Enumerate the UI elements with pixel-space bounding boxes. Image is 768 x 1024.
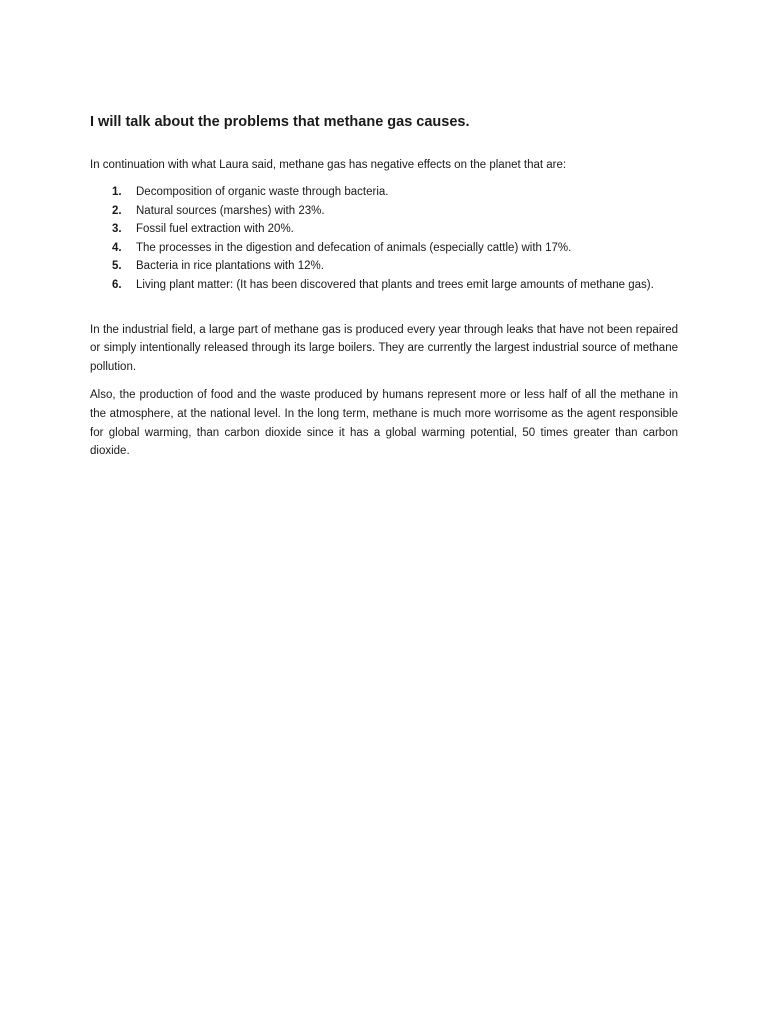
industrial-paragraph: In the industrial field, a large part of methane gas is produced every year through leaks that have not been repaired or simply intentionally released through its large boilers. They are currently the largest industrial source of methane pollution. xyxy=(90,323,678,373)
list-item-text: The processes in the digestion and defecation of animals (especially cattle) with 17%. xyxy=(136,241,572,254)
list-item-number: 4. xyxy=(112,241,122,254)
list-item-number: 1. xyxy=(112,186,122,198)
list-item-text: Fossil fuel extraction with 20%. xyxy=(136,223,294,236)
list-item xyxy=(90,276,678,295)
document-heading: I will talk about the problems that methane gas causes. xyxy=(90,114,470,130)
list-item xyxy=(90,183,678,202)
document-body xyxy=(90,114,678,471)
list-item xyxy=(90,220,678,239)
list-item-text: Decomposition of organic waste through bacteria. xyxy=(136,186,389,198)
list-item xyxy=(90,239,678,258)
list-item xyxy=(90,202,678,221)
list-item-number: 6. xyxy=(112,278,122,291)
list-item-number: 2. xyxy=(112,204,122,217)
list-item-number: 5. xyxy=(112,260,122,273)
list-item xyxy=(90,257,678,276)
list-item-text: Living plant matter: (It has been discovered that plants and trees emit large amounts of methane gas). xyxy=(136,278,654,291)
list-item-text: Natural sources (marshes) with 23%. xyxy=(136,204,325,217)
intro-paragraph: In continuation with what Laura said, methane gas has negative effects on the planet that are: xyxy=(90,159,567,171)
list-item-number: 3. xyxy=(112,223,122,236)
methane-causes-list xyxy=(90,183,678,295)
food-waste-paragraph: Also, the production of food and the waste produced by humans represent more or less half of all the methane in the atmosphere, at the national level. In the long term, methane is much more worrisome as the agent responsible for global warming, than carbon dioxide since it has a global warming potential, 50 times greater than carbon dioxide. xyxy=(90,389,678,458)
list-item-text: Bacteria in rice plantations with 12%. xyxy=(136,260,324,273)
